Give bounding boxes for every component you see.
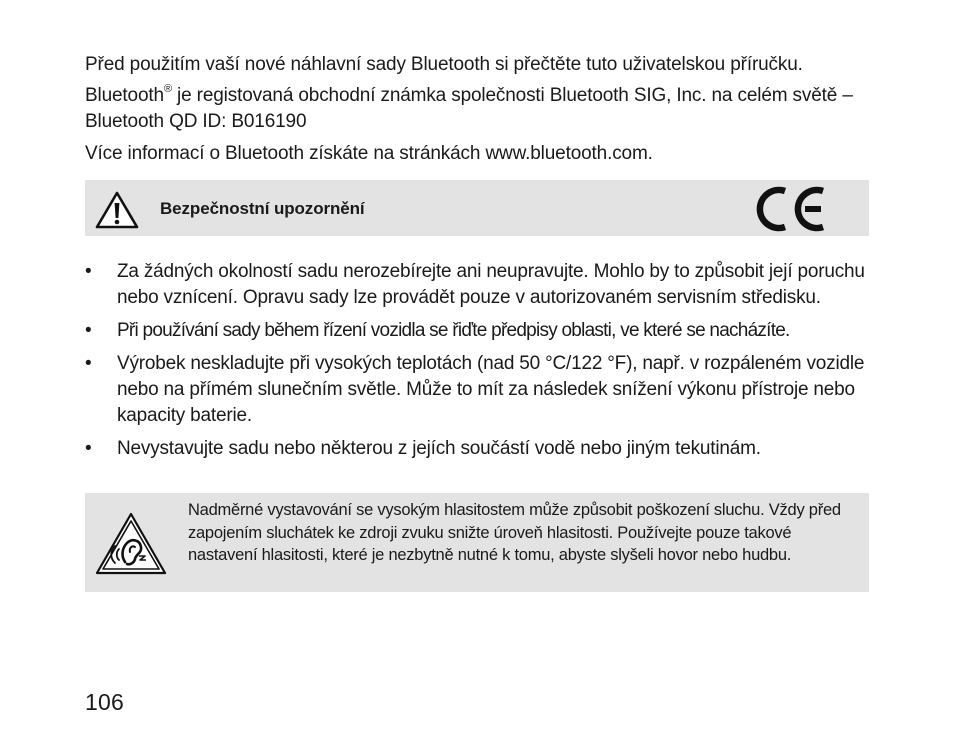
registered-trademark-symbol: ® xyxy=(163,82,172,95)
more-info-text: Více informací o Bluetooth získáte na stránkách www.bluetooth.com. xyxy=(85,143,653,164)
page-number: 106 xyxy=(85,689,124,715)
bullet-marker: • xyxy=(85,320,91,341)
list-item xyxy=(85,259,871,311)
hearing-damage-warning-icon xyxy=(95,512,167,576)
hearing-warning-box xyxy=(85,493,869,592)
intro-section xyxy=(85,52,871,167)
bullet-marker: • xyxy=(85,261,92,282)
safety-warning-header xyxy=(85,180,869,236)
bullet-marker: • xyxy=(85,438,92,459)
list-item xyxy=(85,318,871,344)
ce-mark-icon xyxy=(753,185,833,233)
safety-section-title: Bezpečnostní upozornění xyxy=(160,199,365,218)
list-item-text: Výrobek neskladujte při vysokých teplotách (nad 50 °C/122 °F), např. v rozpáleném vozidle nebo na přímém slunečním světle. Může to mít za následek snížení výkonu přístroje nebo kapacity baterie. xyxy=(117,353,865,426)
hearing-warning-text: Nadměrné vystavování se vysokým hlasitostem může způsobit poškození sluchu. Vždy před zapojením sluchátek ke zdroji zvuku snižte úroveň hlasitosti. Používejte pouze takové nastavení hlasitosti, které je nezbytně nutné k tomu, abyste slyšeli hovor nebo hudbu. xyxy=(188,501,841,564)
list-item-text: Při používání sady během řízení vozidla se řiďte předpisy oblasti, ve které se nacházíte. xyxy=(117,320,790,341)
trademark-notice xyxy=(85,83,871,135)
list-item xyxy=(85,351,871,429)
list-item-text: Za žádných okolností sadu nerozebírejte ani neupravujte. Mohlo by to způsobit její poruchu nebo vznícení. Opravu sady lze provádět pouze v autorizovaném servisním středisku. xyxy=(117,261,865,308)
list-item-text: Nevystavujte sadu nebo některou z jejích součástí vodě nebo jiným tekutinám. xyxy=(117,438,761,459)
list-item xyxy=(85,436,871,462)
manual-page xyxy=(85,52,871,564)
bullet-marker: • xyxy=(85,353,92,374)
trademark-brand: Bluetooth xyxy=(85,85,164,106)
safety-precautions-list xyxy=(85,259,871,469)
warning-triangle-icon xyxy=(95,191,139,229)
intro-read-manual-text: Před použitím vaší nové náhlavní sady Bluetooth si přečtěte tuto uživatelskou příručku. xyxy=(85,54,803,75)
trademark-text: je registovaná obchodní známka společnosti Bluetooth SIG, Inc. na celém světě – Bluetooth QD ID: B016190 xyxy=(85,85,853,132)
